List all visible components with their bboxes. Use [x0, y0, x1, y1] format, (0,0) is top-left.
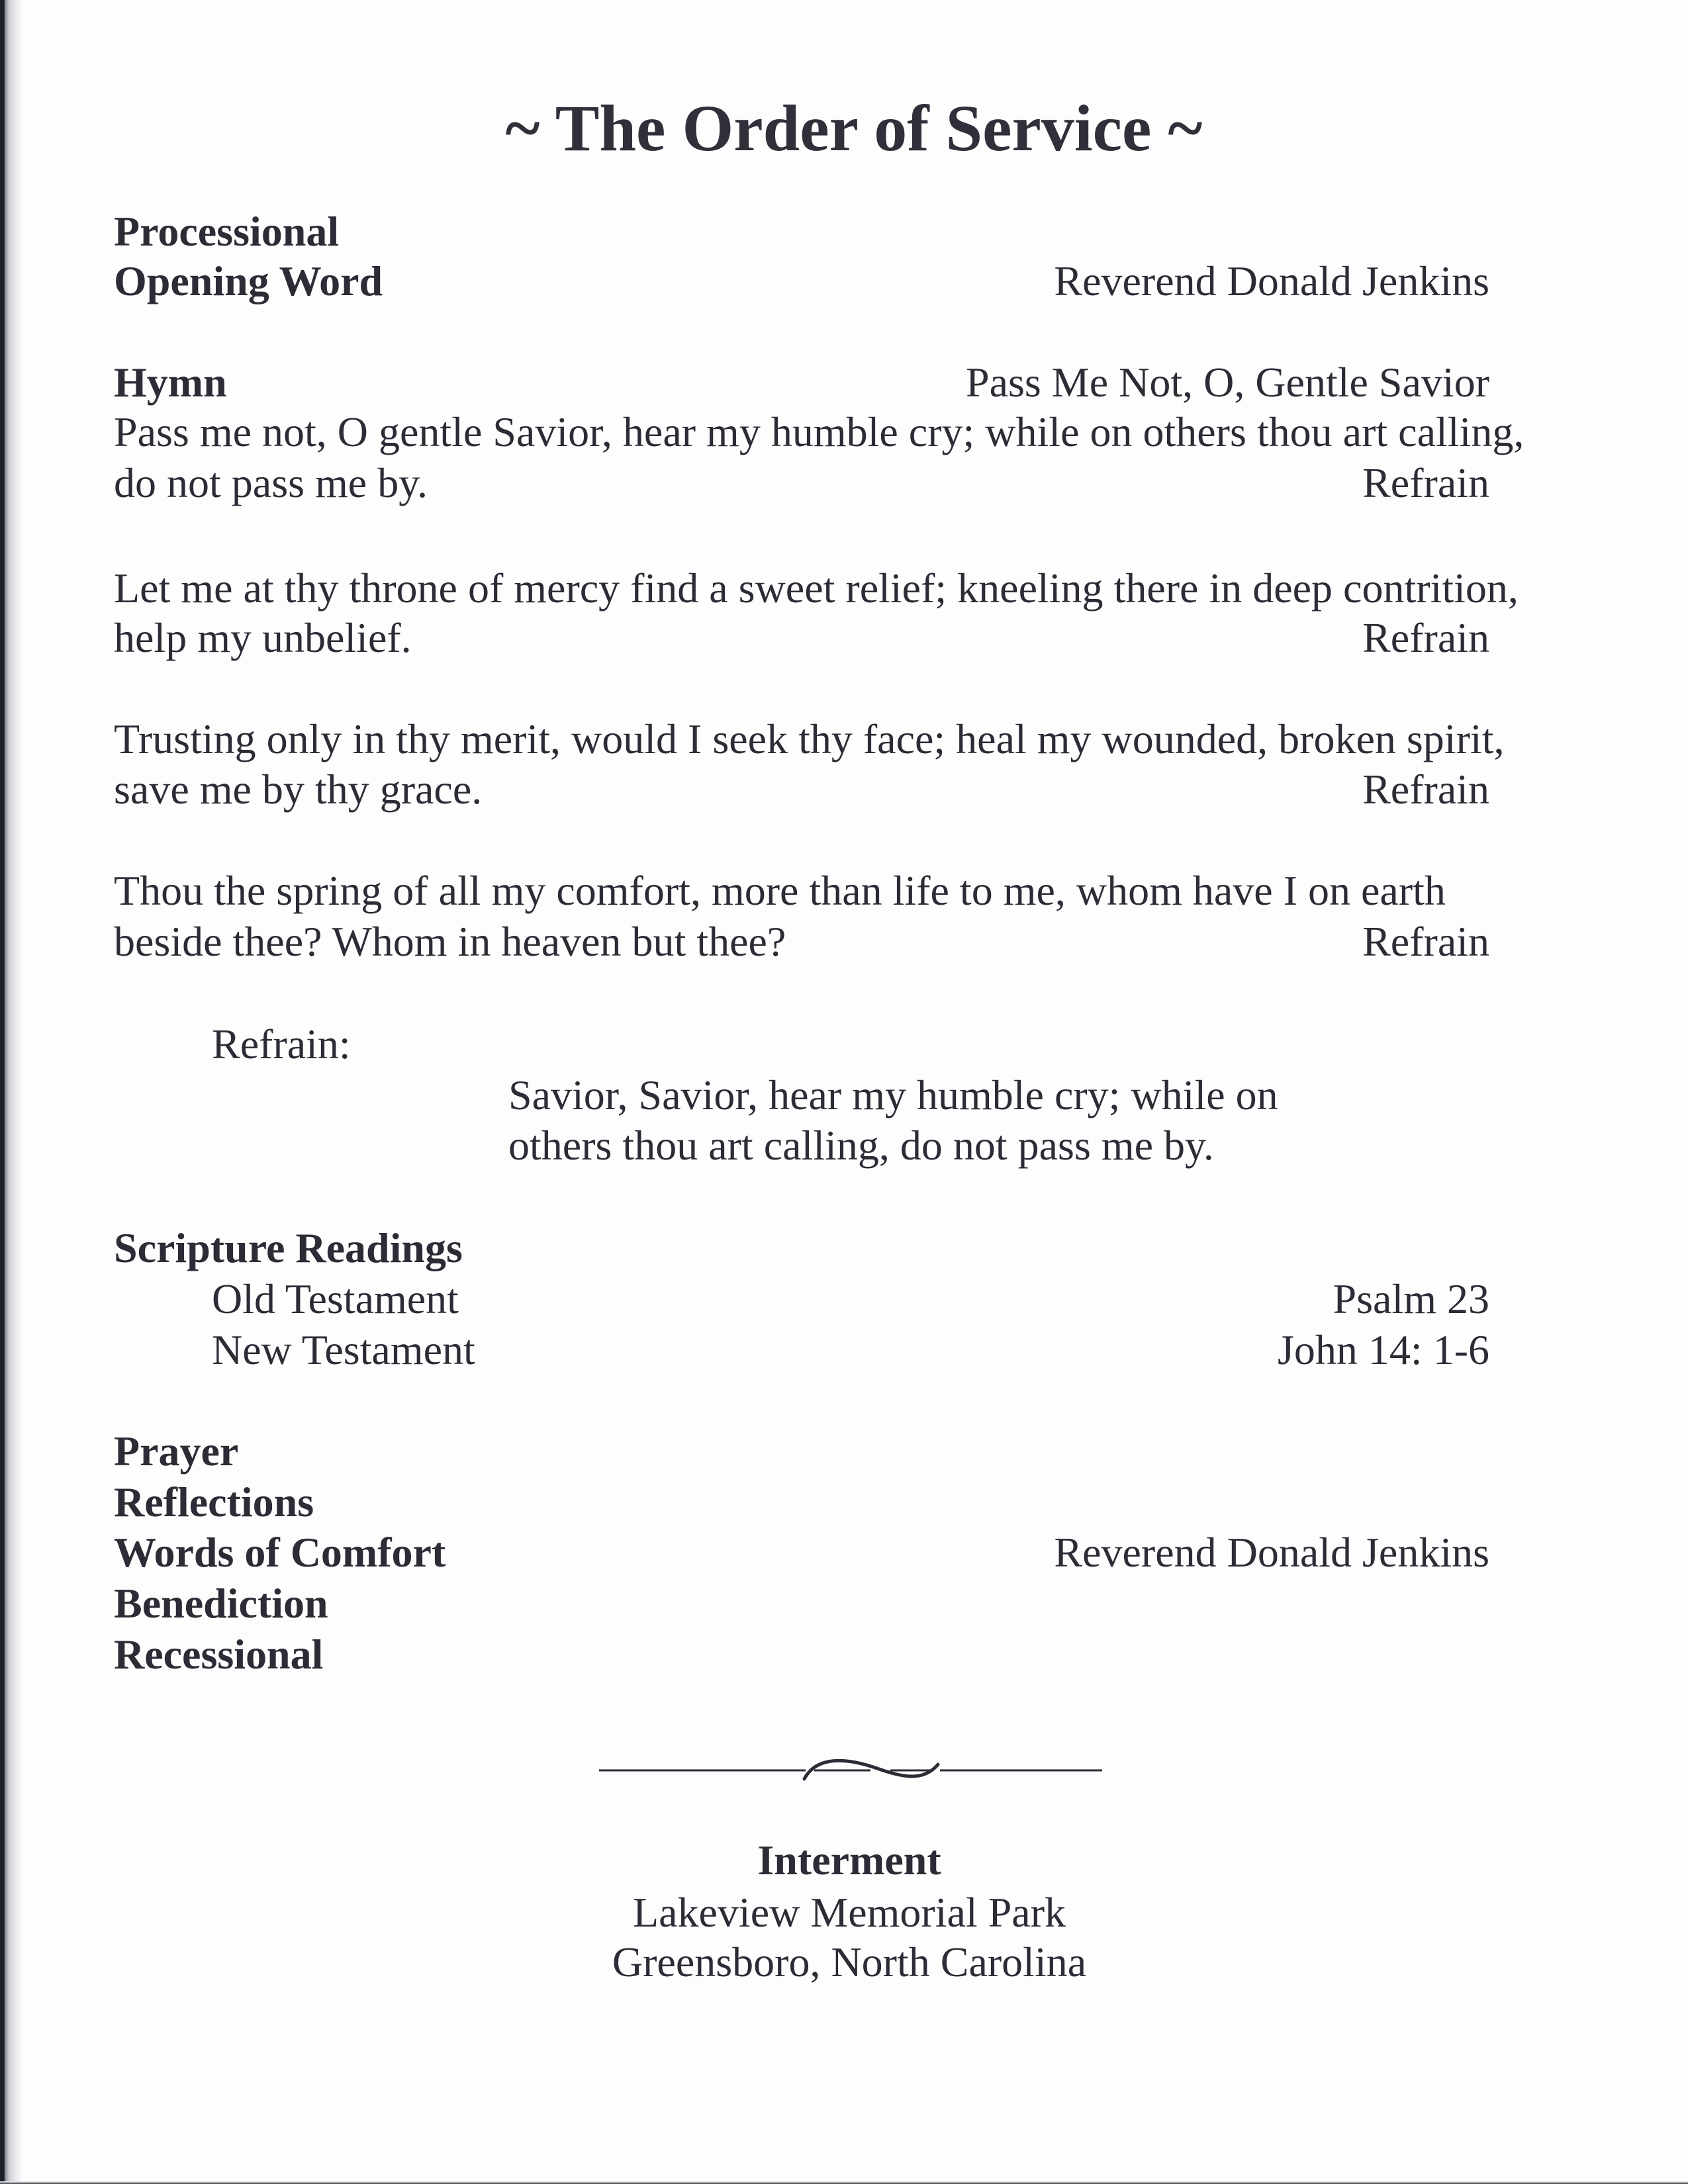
opening-word-officiant: Reverend Donald Jenkins — [1054, 257, 1489, 304]
item-benediction: Benediction — [114, 1580, 328, 1627]
page-title: ~ The Order of Service ~ — [505, 91, 1203, 165]
reading-reference: John 14: 1-6 — [1278, 1326, 1489, 1373]
stanza-line: Pass me not, O gentle Savior, hear my humble cry; while on others thou art calling, — [114, 408, 1524, 455]
item-hymn: Hymn — [114, 359, 227, 406]
interment-location: Greensboro, North Carolina — [612, 1938, 1087, 1985]
item-words-of-comfort: Words of Comfort — [114, 1529, 446, 1576]
stanza-refrain-tag: Refrain — [1362, 614, 1489, 661]
stanza-refrain-tag: Refrain — [1362, 766, 1489, 813]
stanza-line: beside thee? Whom in heaven but thee? — [114, 918, 786, 965]
swash-divider-ornament — [599, 1747, 1102, 1794]
item-prayer: Prayer — [114, 1428, 239, 1475]
stanza-line: save me by thy grace. — [114, 766, 483, 813]
hymn-title: Pass Me Not, O, Gentle Savior — [965, 359, 1489, 406]
reading-testament: Old Testament — [212, 1275, 459, 1322]
stanza-refrain-tag: Refrain — [1362, 459, 1489, 506]
item-recessional: Recessional — [114, 1631, 324, 1678]
refrain-line: others thou art calling, do not pass me by. — [508, 1122, 1214, 1169]
words-of-comfort-officiant: Reverend Donald Jenkins — [1054, 1529, 1489, 1576]
stanza-line: do not pass me by. — [114, 459, 428, 506]
stanza-line: help my unbelief. — [114, 614, 412, 661]
refrain-line: Savior, Savior, hear my humble cry; while on — [508, 1071, 1278, 1118]
interment-heading: Interment — [757, 1837, 941, 1884]
interment-place: Lakeview Memorial Park — [633, 1889, 1066, 1936]
item-scripture-readings: Scripture Readings — [114, 1224, 463, 1271]
reading-testament: New Testament — [212, 1326, 475, 1373]
refrain-label: Refrain: — [212, 1021, 351, 1068]
reading-reference: Psalm 23 — [1333, 1275, 1489, 1322]
stanza-refrain-tag: Refrain — [1362, 918, 1489, 965]
stanza-line: Trusting only in thy merit, would I seek thy face; heal my wounded, broken spirit, — [114, 715, 1505, 762]
stanza-line: Thou the spring of all my comfort, more than life to me, whom have I on earth — [114, 867, 1446, 914]
item-reflections: Reflections — [114, 1479, 314, 1525]
item-processional: Processional — [114, 208, 340, 255]
scan-bottom-edge — [0, 2181, 1688, 2184]
item-opening-word: Opening Word — [114, 257, 383, 304]
stanza-line: Let me at thy throne of mercy find a sweet relief; kneeling there in deep contrition, — [114, 565, 1519, 612]
